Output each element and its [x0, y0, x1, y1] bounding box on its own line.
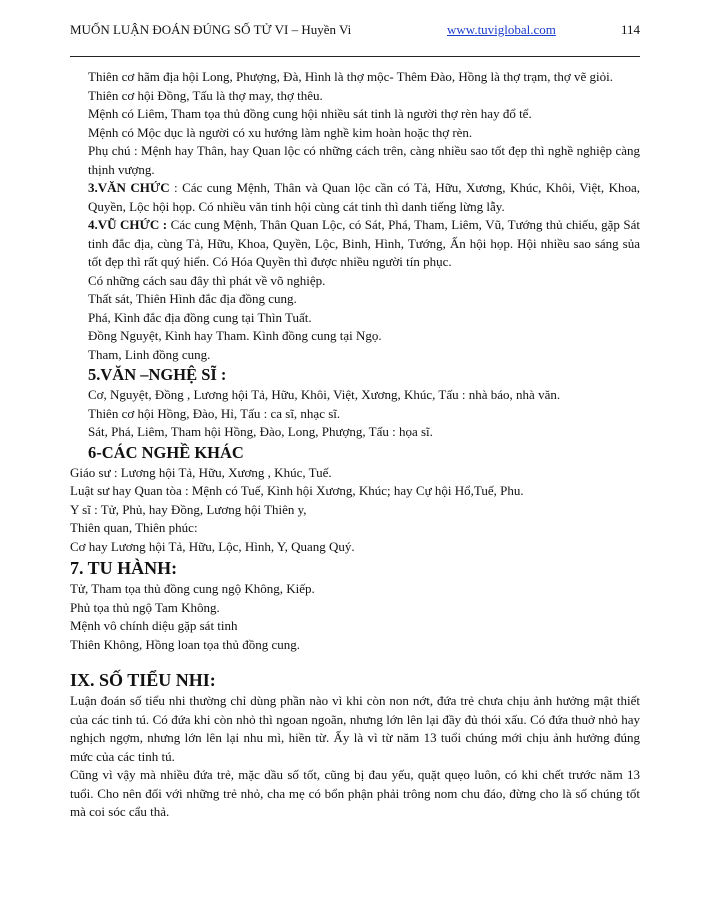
paragraph: Luật sư hay Quan tòa : Mệnh có Tuế, Kình hội Xương, Khúc; hay Cự hội Hổ,Tuế, Phu. [70, 483, 524, 498]
header-url-link[interactable]: www.tuviglobal.com [447, 22, 556, 37]
paragraph: Đồng Nguyệt, Kình hay Tham. Kình đồng cung tại Ngọ. [88, 328, 382, 343]
paragraph: Mệnh có Mộc dục là người có xu hướng làm nghề kim hoàn hoặc thợ rèn. [88, 124, 473, 140]
paragraph: Mệnh vô chính diệu gặp sát tinh [70, 618, 238, 633]
paragraph: Thiên cơ hội Hồng, Đào, Hỉ, Tấu : ca sĩ, nhạc sĩ. [88, 405, 341, 421]
paragraph-van-chuc [70, 179, 640, 216]
paragraph: Giáo sư : Lương hội Tả, Hữu, Xương , Khúc, Tuế. [70, 464, 332, 480]
paragraph: Luận đoán số tiểu nhi thường chỉ dùng phần nào vì khi còn non nớt, đứa trẻ chưa chịu ảnh hưởng mật thiết của các tinh tú. Có đứa khi còn nhỏ thì ngoan ngoãn, nhưng lớn lên lại đầy đủ thói xấu. Có đứa thuở nhỏ hay nghịch ngợm, nhưng lớn lên lại nhu mì, hiền từ. Ấy là vì từ năm 13 tuổi chúng mới chịu ảnh hưởng đúng mức của các tinh tú. [70, 693, 640, 764]
paragraph: Cũng vì vậy mà nhiều đứa trẻ, mặc dầu số tốt, cũng bị đau yếu, quặt quẹo luôn, có khi chết trước năm 13 tuổi. Cho nên đối với những trẻ nhỏ, cha mẹ có bổn phận phải trông nom chu đáo, đừng cho là số chúng tốt mà coi sóc cẩu thả. [70, 767, 640, 819]
section-heading-van-nghe-si: 5.VĂN –NGHỆ SĨ : [88, 365, 227, 384]
paragraph: Thiên Không, Hồng loan tọa thủ đồng cung. [70, 636, 300, 652]
paragraph: Phủ tọa thủ ngộ Tam Không. [70, 599, 220, 615]
paragraph: Tham, Linh đồng cung. [88, 346, 211, 362]
paragraph: Cơ hay Lương hội Tả, Hữu, Lộc, Hình, Y, Quang Quý. [70, 538, 355, 554]
page-number: 114 [620, 22, 640, 37]
paragraph: Y sĩ : Tử, Phủ, hay Đồng, Lương hội Thiên y, [70, 501, 307, 517]
paragraph: Phụ chú : Mệnh hay Thân, hay Quan lộc có những cách trên, càng nhiều sao tốt đẹp thì nghề nghiệp càng thịnh vượng. [88, 143, 640, 177]
header-title: MUỐN LUẬN ĐOÁN ĐÚNG SỐ TỬ VI – Huyền Vi [70, 22, 352, 37]
document-body [70, 68, 640, 822]
paragraph: Mệnh có Liêm, Tham tọa thủ đồng cung hội nhiều sát tinh là người thợ rèn hay đổ tể. [88, 106, 532, 121]
paragraph: Phá, Kình đắc địa đồng cung tại Thìn Tuất. [88, 309, 312, 325]
section-heading-tu-hanh: 7. TU HÀNH: [70, 558, 178, 578]
heading-vu-chuc: 4.VŨ CHỨC : [88, 217, 168, 232]
paragraph-text: : Các cung Mệnh, Thân và Quan lộc cần có Tả, Hữu, Xương, Khúc, Khôi, Việt, Khoa, Quyền, Lộc hội họp. Có nhiều văn tinh hội cùng cát tinh thì danh tiếng lừng lẫy. [88, 180, 640, 214]
paragraph-text: Các cung Mệnh, Thân Quan Lộc, có Sát, Phá, Tham, Liêm, Vũ, Tướng thủ chiếu, gặp Sát tinh đắc địa, cùng Tả, Hữu, Khoa, Quyền, Lộc, Binh, Hình, Tướng, Ấn hội họp. Hội nhiều sao sáng sủa tốt đẹp thì rất quý hiển. Có Hóa Quyền thì được nhiều người tín phục. [88, 217, 640, 269]
paragraph: Thiên cơ hãm địa hội Long, Phượng, Đà, Hình là thợ mộc- Thêm Đào, Hồng là thợ trạm, thợ vẽ giỏi. [88, 69, 613, 84]
spacer [70, 654, 640, 668]
paragraph: Cơ, Nguyệt, Đồng , Lương hội Tả, Hữu, Khôi, Việt, Xương, Khúc, Tấu : nhà báo, nhà văn. [88, 387, 561, 402]
heading-van-chuc: 3.VĂN CHỨC [88, 180, 170, 195]
header-divider [70, 56, 640, 57]
page-header [70, 22, 640, 42]
paragraph: Tử, Tham tọa thủ đồng cung ngộ Không, Kiếp. [70, 581, 315, 596]
paragraph: Thiên cơ hội Đồng, Tấu là thợ may, thợ thêu. [88, 87, 323, 103]
paragraph: Thiên quan, Thiên phúc: [70, 520, 198, 535]
paragraph: Sát, Phá, Liêm, Tham hội Hồng, Đào, Long, Phượng, Tấu : họa sĩ. [88, 424, 433, 439]
paragraph-vu-chuc [70, 216, 640, 272]
section-heading-so-tieu-nhi: IX. SỐ TIỂU NHI: [70, 670, 216, 690]
paragraph: Thất sát, Thiên Hình đắc địa đồng cung. [88, 291, 297, 306]
paragraph: Có những cách sau đây thì phát về võ nghiệp. [88, 272, 326, 288]
section-heading-cac-nghe-khac: 6-CÁC NGHỀ KHÁC [88, 442, 244, 462]
